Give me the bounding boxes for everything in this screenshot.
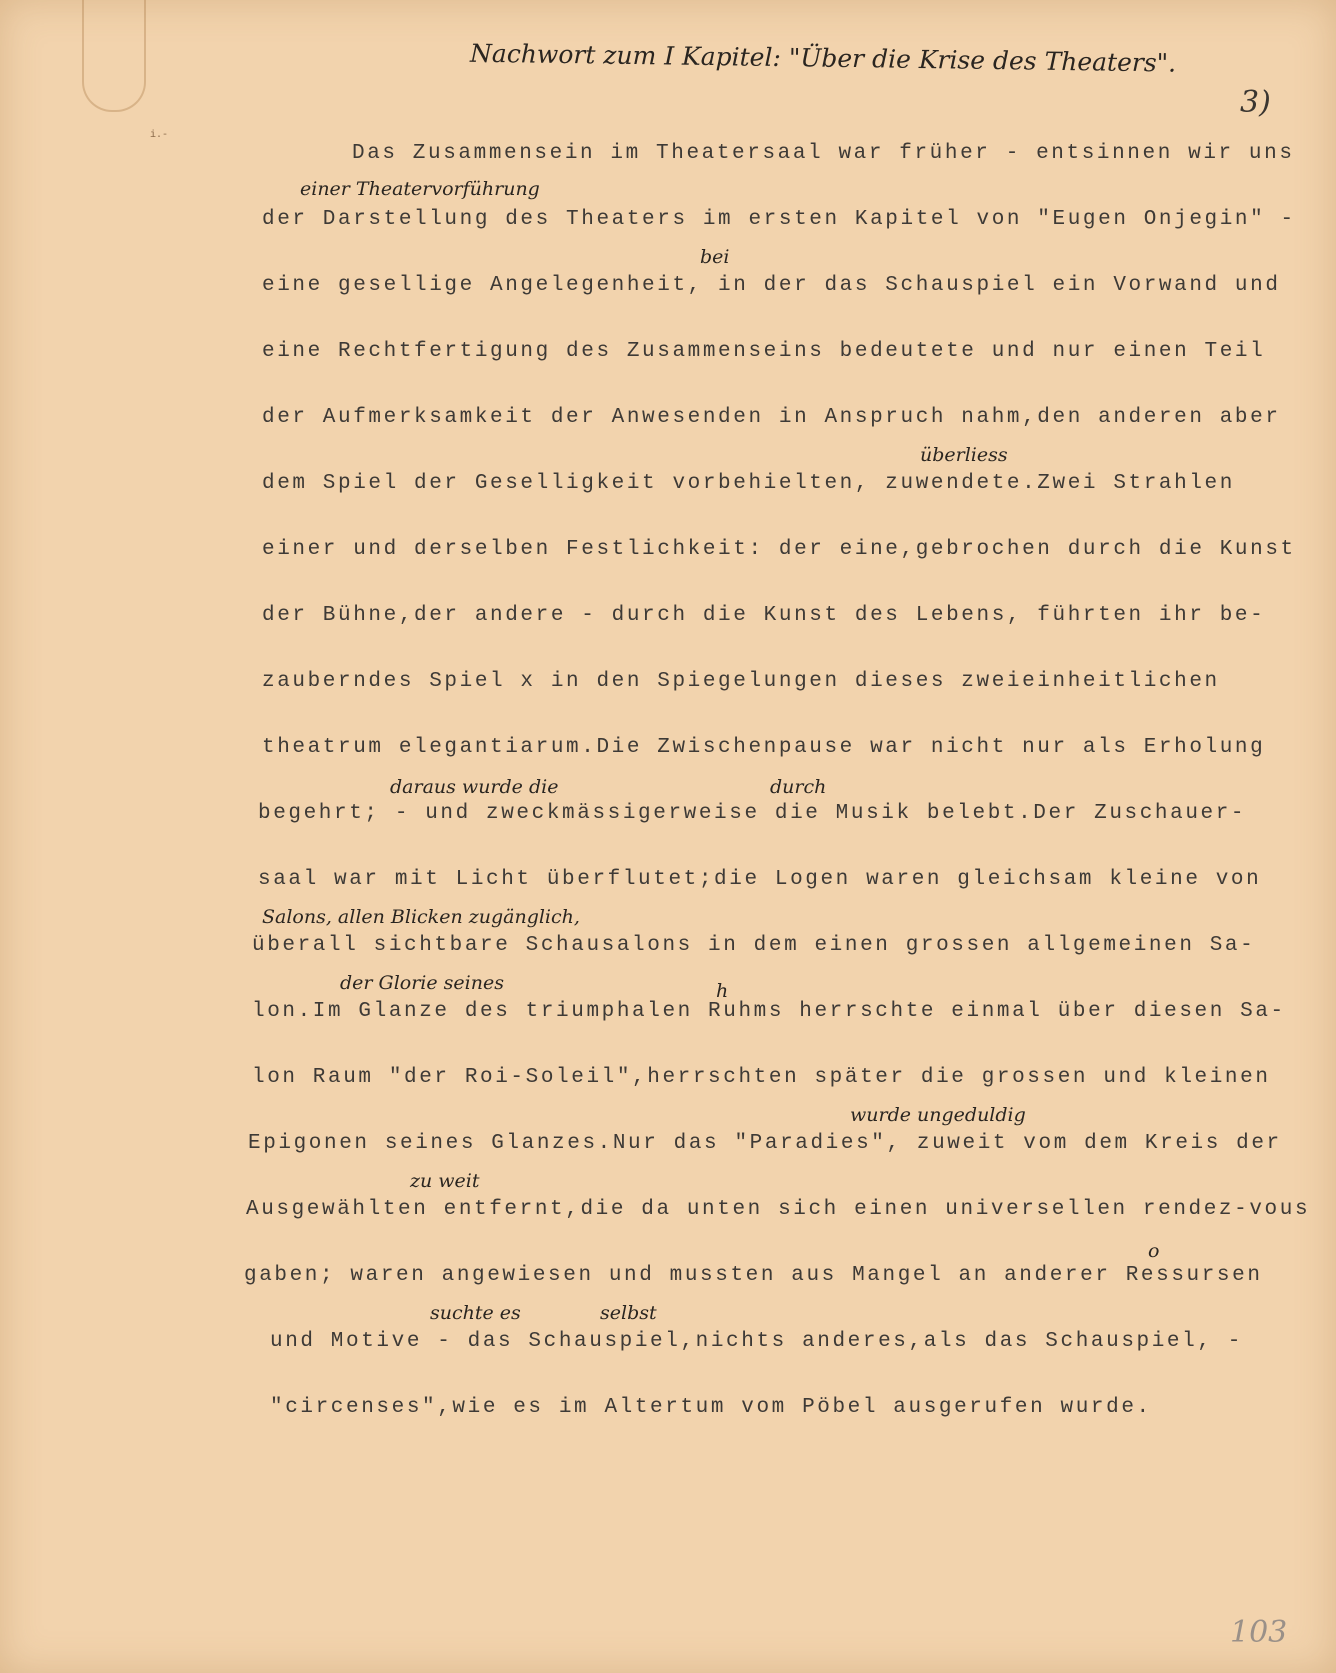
- text-line: "circenses",wie es im Altertum vom Pöbel ausgerufen wurde.: [270, 1396, 1152, 1419]
- margin-mark: i.-: [150, 130, 169, 141]
- handwritten-insertion: zu weit: [410, 1170, 480, 1192]
- text-line: der Aufmerksamkeit der Anwesenden in Anspruch nahm,den anderen aber: [262, 406, 1281, 429]
- text-line: lon Raum "der Roi-Soleil",herrschten später die grossen und kleinen: [252, 1066, 1271, 1089]
- handwritten-insertion: daraus wurde die: [390, 776, 559, 798]
- text-line: eine gesellige Angelegenheit, in der das Schauspiel ein Vorwand und: [262, 274, 1281, 297]
- text-line: saal war mit Licht überflutet;die Logen waren gleichsam kleine von: [258, 868, 1262, 891]
- handwritten-insertion: suchte es: [430, 1302, 521, 1324]
- handwritten-insertion: selbst: [600, 1302, 657, 1324]
- text-line: theatrum elegantiarum.Die Zwischenpause war nicht nur als Erholung: [262, 736, 1266, 759]
- text-line: Epigonen seines Glanzes.Nur das "Paradies", zuweit vom dem Kreis der: [248, 1132, 1282, 1155]
- text-line: und Motive - das Schauspiel,nichts anderes,als das Schauspiel, -: [270, 1330, 1243, 1353]
- archive-number: 103: [1230, 1615, 1288, 1650]
- text-line: eine Rechtfertigung des Zusammenseins bedeutete und nur einen Teil: [262, 340, 1266, 363]
- text-line: einer und derselben Festlichkeit: der eine,gebrochen durch die Kunst: [262, 538, 1296, 561]
- handwritten-title: Nachwort zum I Kapitel: "Über die Krise des Theaters".: [469, 38, 1177, 78]
- handwritten-insertion: bei: [700, 246, 730, 268]
- handwritten-insertion: durch: [770, 776, 827, 798]
- text-line: begehrt; - und zweckmässigerweise die Musik belebt.Der Zuschauer-: [258, 802, 1247, 825]
- handwritten-insertion: der Glorie seines: [340, 972, 504, 994]
- text-line: überall sichtbare Schausalons in dem einen grossen allgemeinen Sa-: [252, 934, 1256, 957]
- handwritten-insertion: Salons, allen Blicken zugänglich,: [262, 906, 580, 928]
- text-line: der Bühne,der andere - durch die Kunst des Lebens, führten ihr be-: [262, 604, 1266, 627]
- text-line: lon.Im Glanze des triumphalen Ruhms herrschte einmal über diesen Sa-: [252, 1000, 1286, 1023]
- handwritten-insertion: überliess: [920, 444, 1008, 466]
- page-number: 3): [1240, 85, 1271, 120]
- handwritten-insertion: o: [1148, 1240, 1160, 1262]
- text-line: Das Zusammensein im Theatersaal war früher - entsinnen wir uns: [352, 142, 1295, 165]
- handwritten-insertion: wurde ungeduldig: [850, 1104, 1026, 1126]
- handwritten-insertion: h: [716, 980, 729, 1002]
- text-line: Ausgewählten entfernt,die da unten sich einen universellen rendez-vous: [246, 1198, 1311, 1221]
- handwritten-insertion: einer Theatervorführung: [300, 178, 540, 200]
- text-line: der Darstellung des Theaters im ersten Kapitel von "Eugen Onjegin" -: [262, 208, 1296, 231]
- text-line: zauberndes Spiel x in den Spiegelungen dieses zweieinheitlichen: [262, 670, 1220, 693]
- text-line: gaben; waren angewiesen und mussten aus Mangel an anderer Ressursen: [244, 1264, 1263, 1287]
- text-line: dem Spiel der Geselligkeit vorbehielten, zuwendete.Zwei Strahlen: [262, 472, 1235, 495]
